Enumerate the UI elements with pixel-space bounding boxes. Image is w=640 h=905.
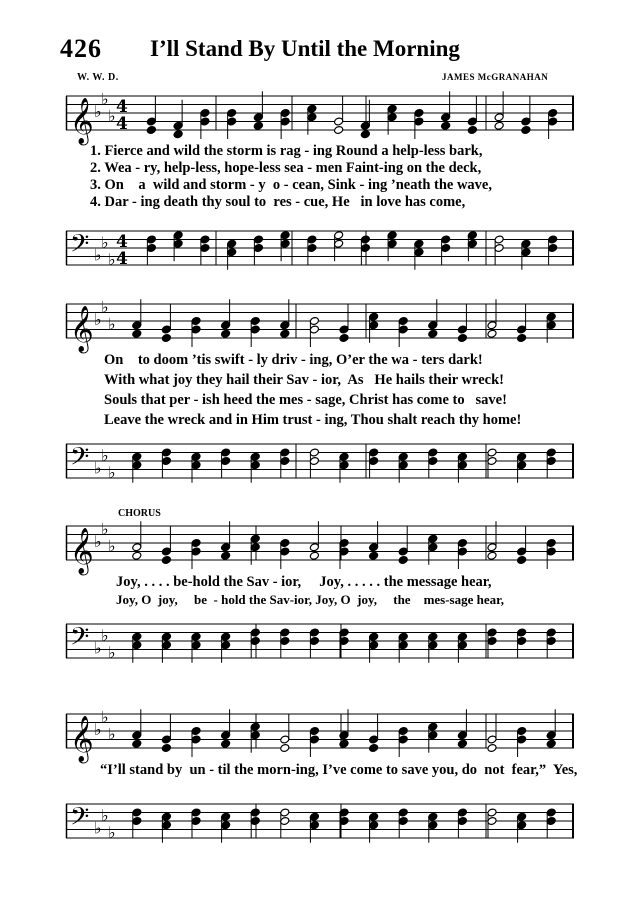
bass-staff-1: [66, 227, 574, 271]
svg-text:♭: ♭: [94, 532, 102, 551]
svg-text:♭: ♭: [101, 297, 109, 317]
svg-text:𝄢: 𝄢: [70, 442, 90, 478]
verse-2-line-2: With what joy they hail their Sav - ior, As He hails their wreck!: [104, 372, 504, 388]
svg-text:♭: ♭: [108, 642, 116, 662]
svg-text:♭: ♭: [108, 106, 116, 126]
chorus-label: CHORUS: [118, 508, 161, 519]
svg-text:♭: ♭: [101, 89, 109, 109]
svg-text:♭: ♭: [101, 232, 109, 252]
treble-staff-2: [66, 297, 574, 352]
svg-text:♭: ♭: [108, 822, 116, 842]
verse-3-line-2: Souls that per - ish heed the mes - sage, Christ has come to save!: [104, 392, 507, 408]
svg-text:♭: ♭: [108, 249, 116, 269]
svg-text:♭: ♭: [108, 724, 116, 744]
verse-1-line-2: On to doom ’tis swift - ly driv - ing, O’er the wa - ters dark!: [104, 352, 483, 368]
composer-credit: JAMES McGRANAHAN: [442, 72, 549, 82]
svg-text:♭: ♭: [101, 445, 109, 465]
verse-1-line-1: 1. Fierce and wild the storm is rag - ing Round a help-less bark,: [90, 143, 483, 159]
svg-text:♭: ♭: [101, 707, 109, 727]
svg-text:4: 4: [116, 232, 128, 252]
treble-staff-1: [66, 89, 574, 144]
svg-text:♭: ♭: [94, 102, 102, 121]
svg-text:♭: ♭: [108, 462, 116, 482]
svg-text:𝄢: 𝄢: [70, 622, 90, 658]
svg-text:♭: ♭: [94, 720, 102, 739]
svg-text:♭: ♭: [101, 805, 109, 825]
svg-text:𝄢: 𝄢: [70, 802, 90, 838]
treble-staff-4: [66, 707, 574, 762]
svg-text:♭: ♭: [108, 314, 116, 334]
lyricist-credit: W. W. D.: [77, 72, 119, 83]
hymn-title: I’ll Stand By Until the Morning: [150, 36, 460, 61]
bass-staff-4: [66, 800, 574, 844]
verse-2-line-1: 2. Wea - ry, help-less, hope-less sea - men Faint-ing on the deck,: [90, 160, 482, 176]
svg-text:𝄞: 𝄞: [70, 98, 94, 144]
treble-staff-3: [66, 519, 574, 574]
svg-text:♭: ♭: [94, 458, 102, 478]
chorus-lyric-bass: Joy, O joy, be - hold the Sav-ior, Joy, O joy, the mes-sage hear,: [116, 592, 504, 607]
svg-text:4: 4: [116, 114, 128, 134]
svg-text:♭: ♭: [101, 625, 109, 645]
bass-staff-3: [66, 620, 574, 664]
chorus-lyric-soprano: Joy, . . . . be-hold the Sav - ior, Joy, . . . . . the message hear,: [116, 574, 492, 590]
svg-text:♭: ♭: [101, 519, 109, 539]
svg-text:♭: ♭: [94, 245, 102, 265]
svg-text:𝄢: 𝄢: [70, 229, 90, 265]
svg-text:𝄞: 𝄞: [70, 716, 94, 762]
svg-text:♭: ♭: [108, 536, 116, 556]
verse-3-line-1: 3. On a wild and storm - y o - cean, Sink - ing ’neath the wave,: [90, 177, 492, 193]
hymn-number: 426: [60, 34, 102, 63]
svg-text:♭: ♭: [94, 638, 102, 658]
svg-text:♭: ♭: [94, 310, 102, 329]
svg-text:4: 4: [116, 97, 128, 117]
svg-text:𝄞: 𝄞: [70, 306, 94, 352]
svg-text:𝄞: 𝄞: [70, 528, 94, 574]
verse-4-line-1: 4. Dar - ing death thy soul to res - cue, He in love has come,: [90, 194, 466, 210]
svg-text:♭: ♭: [94, 818, 102, 838]
svg-text:4: 4: [116, 249, 128, 269]
bass-staff-2: [66, 440, 574, 484]
chorus-lyric-continued: “I’ll stand by un - til the morn-ing, I’ve come to save you, do not fear,” Yes,: [100, 762, 578, 778]
verse-4-line-2: Leave the wreck and in Him trust - ing, Thou shalt reach thy home!: [104, 412, 522, 428]
